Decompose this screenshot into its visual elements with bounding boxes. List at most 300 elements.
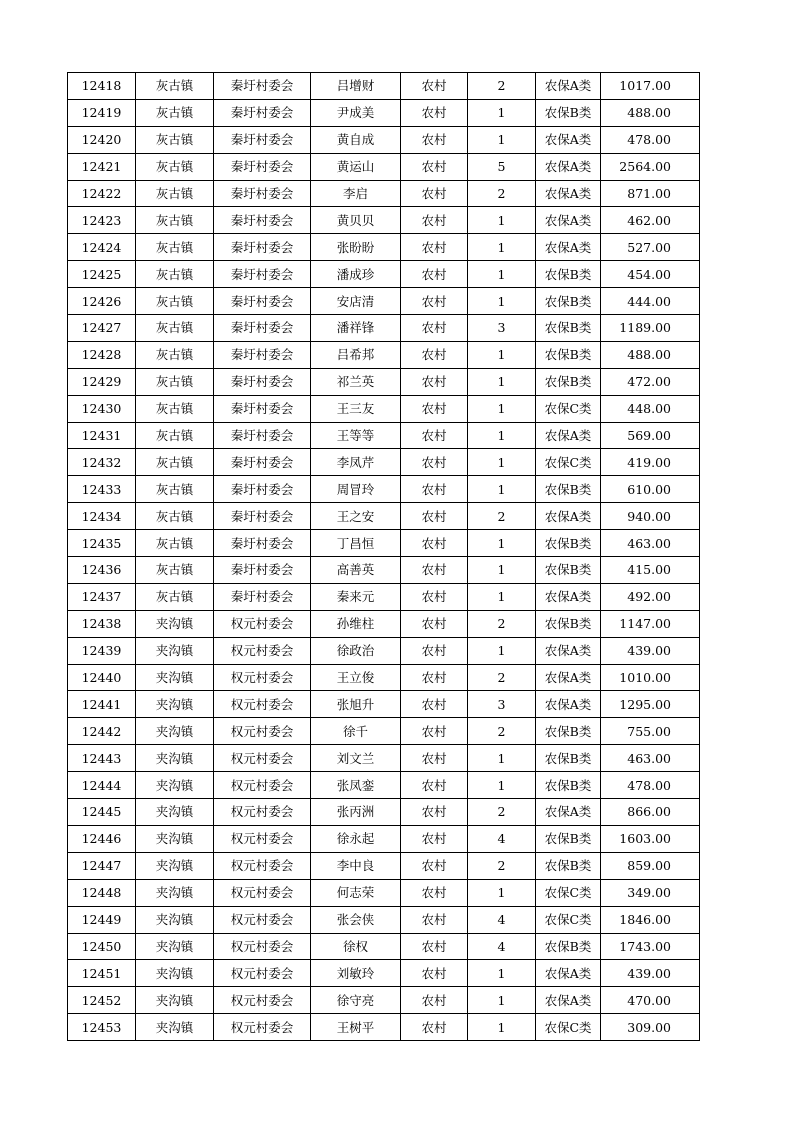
town-cell: 灰古镇	[136, 180, 214, 207]
amount-cell: 871.00	[601, 180, 700, 207]
insurance-category-cell: 农保B类	[536, 315, 601, 342]
table-body	[68, 73, 700, 1041]
household-type-cell: 农村	[401, 476, 468, 503]
record-id-cell: 12430	[68, 395, 136, 422]
name-cell: 徐政治	[311, 637, 401, 664]
name-cell: 徐权	[311, 933, 401, 960]
record-id-cell: 12436	[68, 557, 136, 584]
benefit-table	[67, 72, 700, 1041]
village-committee-cell: 权元村委会	[214, 745, 311, 772]
table-row	[68, 153, 700, 180]
record-id-cell: 12447	[68, 852, 136, 879]
table-row	[68, 637, 700, 664]
member-count-cell: 1	[468, 476, 536, 503]
name-cell: 王立俊	[311, 664, 401, 691]
record-id-cell: 12438	[68, 610, 136, 637]
insurance-category-cell: 农保B类	[536, 261, 601, 288]
village-committee-cell: 秦圩村委会	[214, 476, 311, 503]
household-type-cell: 农村	[401, 664, 468, 691]
household-type-cell: 农村	[401, 207, 468, 234]
name-cell: 张盼盼	[311, 234, 401, 261]
member-count-cell: 1	[468, 987, 536, 1014]
record-id-cell: 12426	[68, 288, 136, 315]
name-cell: 潘成珍	[311, 261, 401, 288]
table-row	[68, 261, 700, 288]
table-row	[68, 799, 700, 826]
name-cell: 王树平	[311, 1014, 401, 1041]
insurance-category-cell: 农保A类	[536, 207, 601, 234]
village-committee-cell: 秦圩村委会	[214, 395, 311, 422]
record-id-cell: 12431	[68, 422, 136, 449]
village-committee-cell: 秦圩村委会	[214, 557, 311, 584]
record-id-cell: 12423	[68, 207, 136, 234]
amount-cell: 478.00	[601, 772, 700, 799]
village-committee-cell: 秦圩村委会	[214, 583, 311, 610]
name-cell: 尹成美	[311, 99, 401, 126]
household-type-cell: 农村	[401, 718, 468, 745]
table-row	[68, 583, 700, 610]
village-committee-cell: 权元村委会	[214, 879, 311, 906]
village-committee-cell: 权元村委会	[214, 933, 311, 960]
insurance-category-cell: 农保A类	[536, 503, 601, 530]
town-cell: 灰古镇	[136, 153, 214, 180]
amount-cell: 444.00	[601, 288, 700, 315]
member-count-cell: 1	[468, 1014, 536, 1041]
insurance-category-cell: 农保B类	[536, 368, 601, 395]
village-committee-cell: 秦圩村委会	[214, 341, 311, 368]
town-cell: 灰古镇	[136, 583, 214, 610]
town-cell: 夹沟镇	[136, 637, 214, 664]
member-count-cell: 4	[468, 933, 536, 960]
name-cell: 徐千	[311, 718, 401, 745]
table-row	[68, 180, 700, 207]
household-type-cell: 农村	[401, 503, 468, 530]
insurance-category-cell: 农保B类	[536, 557, 601, 584]
member-count-cell: 2	[468, 799, 536, 826]
record-id-cell: 12429	[68, 368, 136, 395]
town-cell: 灰古镇	[136, 99, 214, 126]
insurance-category-cell: 农保B类	[536, 772, 601, 799]
amount-cell: 472.00	[601, 368, 700, 395]
record-id-cell: 12452	[68, 987, 136, 1014]
town-cell: 灰古镇	[136, 557, 214, 584]
household-type-cell: 农村	[401, 73, 468, 100]
amount-cell: 462.00	[601, 207, 700, 234]
name-cell: 黄运山	[311, 153, 401, 180]
household-type-cell: 农村	[401, 987, 468, 1014]
household-type-cell: 农村	[401, 180, 468, 207]
amount-cell: 527.00	[601, 234, 700, 261]
name-cell: 周冒玲	[311, 476, 401, 503]
name-cell: 吕希邦	[311, 341, 401, 368]
village-committee-cell: 权元村委会	[214, 691, 311, 718]
table-row	[68, 960, 700, 987]
name-cell: 黄贝贝	[311, 207, 401, 234]
town-cell: 灰古镇	[136, 234, 214, 261]
record-id-cell: 12428	[68, 341, 136, 368]
household-type-cell: 农村	[401, 153, 468, 180]
village-committee-cell: 秦圩村委会	[214, 99, 311, 126]
record-id-cell: 12450	[68, 933, 136, 960]
name-cell: 李启	[311, 180, 401, 207]
table-row	[68, 73, 700, 100]
town-cell: 灰古镇	[136, 126, 214, 153]
member-count-cell: 4	[468, 906, 536, 933]
member-count-cell: 1	[468, 422, 536, 449]
town-cell: 夹沟镇	[136, 664, 214, 691]
village-committee-cell: 权元村委会	[214, 718, 311, 745]
record-id-cell: 12449	[68, 906, 136, 933]
name-cell: 刘文兰	[311, 745, 401, 772]
village-committee-cell: 权元村委会	[214, 610, 311, 637]
town-cell: 夹沟镇	[136, 745, 214, 772]
insurance-category-cell: 农保A类	[536, 126, 601, 153]
name-cell: 李凤芹	[311, 449, 401, 476]
household-type-cell: 农村	[401, 530, 468, 557]
household-type-cell: 农村	[401, 368, 468, 395]
table-row	[68, 664, 700, 691]
member-count-cell: 2	[468, 610, 536, 637]
village-committee-cell: 权元村委会	[214, 825, 311, 852]
table-row	[68, 288, 700, 315]
amount-cell: 1010.00	[601, 664, 700, 691]
record-id-cell: 12424	[68, 234, 136, 261]
amount-cell: 492.00	[601, 583, 700, 610]
amount-cell: 1147.00	[601, 610, 700, 637]
amount-cell: 463.00	[601, 530, 700, 557]
household-type-cell: 农村	[401, 691, 468, 718]
town-cell: 灰古镇	[136, 288, 214, 315]
amount-cell: 463.00	[601, 745, 700, 772]
member-count-cell: 1	[468, 207, 536, 234]
record-id-cell: 12435	[68, 530, 136, 557]
member-count-cell: 1	[468, 637, 536, 664]
record-id-cell: 12425	[68, 261, 136, 288]
name-cell: 吕增财	[311, 73, 401, 100]
table-row	[68, 933, 700, 960]
record-id-cell: 12432	[68, 449, 136, 476]
village-committee-cell: 权元村委会	[214, 960, 311, 987]
member-count-cell: 1	[468, 745, 536, 772]
town-cell: 夹沟镇	[136, 1014, 214, 1041]
table-row	[68, 207, 700, 234]
household-type-cell: 农村	[401, 610, 468, 637]
member-count-cell: 1	[468, 234, 536, 261]
member-count-cell: 2	[468, 718, 536, 745]
name-cell: 丁昌恒	[311, 530, 401, 557]
member-count-cell: 1	[468, 557, 536, 584]
amount-cell: 470.00	[601, 987, 700, 1014]
amount-cell: 488.00	[601, 341, 700, 368]
town-cell: 灰古镇	[136, 503, 214, 530]
name-cell: 黄自成	[311, 126, 401, 153]
member-count-cell: 3	[468, 315, 536, 342]
record-id-cell: 12427	[68, 315, 136, 342]
village-committee-cell: 权元村委会	[214, 852, 311, 879]
insurance-category-cell: 农保C类	[536, 449, 601, 476]
name-cell: 高善英	[311, 557, 401, 584]
insurance-category-cell: 农保B类	[536, 745, 601, 772]
town-cell: 夹沟镇	[136, 987, 214, 1014]
household-type-cell: 农村	[401, 99, 468, 126]
insurance-category-cell: 农保A类	[536, 73, 601, 100]
member-count-cell: 1	[468, 368, 536, 395]
household-type-cell: 农村	[401, 315, 468, 342]
town-cell: 灰古镇	[136, 207, 214, 234]
insurance-category-cell: 农保A类	[536, 153, 601, 180]
table-row	[68, 395, 700, 422]
amount-cell: 755.00	[601, 718, 700, 745]
record-id-cell: 12440	[68, 664, 136, 691]
household-type-cell: 农村	[401, 852, 468, 879]
amount-cell: 1189.00	[601, 315, 700, 342]
village-committee-cell: 秦圩村委会	[214, 234, 311, 261]
member-count-cell: 1	[468, 395, 536, 422]
household-type-cell: 农村	[401, 637, 468, 664]
name-cell: 张会侠	[311, 906, 401, 933]
amount-cell: 2564.00	[601, 153, 700, 180]
record-id-cell: 12443	[68, 745, 136, 772]
town-cell: 夹沟镇	[136, 691, 214, 718]
household-type-cell: 农村	[401, 395, 468, 422]
member-count-cell: 1	[468, 772, 536, 799]
member-count-cell: 1	[468, 261, 536, 288]
record-id-cell: 12446	[68, 825, 136, 852]
insurance-category-cell: 农保B类	[536, 288, 601, 315]
town-cell: 灰古镇	[136, 261, 214, 288]
table-row	[68, 745, 700, 772]
record-id-cell: 12433	[68, 476, 136, 503]
record-id-cell: 12444	[68, 772, 136, 799]
village-committee-cell: 秦圩村委会	[214, 180, 311, 207]
household-type-cell: 农村	[401, 772, 468, 799]
table-row	[68, 906, 700, 933]
town-cell: 夹沟镇	[136, 906, 214, 933]
insurance-category-cell: 农保A类	[536, 664, 601, 691]
table-row	[68, 234, 700, 261]
member-count-cell: 1	[468, 126, 536, 153]
record-id-cell: 12451	[68, 960, 136, 987]
amount-cell: 569.00	[601, 422, 700, 449]
member-count-cell: 1	[468, 530, 536, 557]
record-id-cell: 12448	[68, 879, 136, 906]
member-count-cell: 4	[468, 825, 536, 852]
insurance-category-cell: 农保A类	[536, 799, 601, 826]
household-type-cell: 农村	[401, 234, 468, 261]
member-count-cell: 1	[468, 449, 536, 476]
town-cell: 夹沟镇	[136, 772, 214, 799]
village-committee-cell: 权元村委会	[214, 637, 311, 664]
table-row	[68, 691, 700, 718]
table-row	[68, 99, 700, 126]
member-count-cell: 2	[468, 503, 536, 530]
member-count-cell: 2	[468, 180, 536, 207]
town-cell: 夹沟镇	[136, 799, 214, 826]
name-cell: 秦来元	[311, 583, 401, 610]
village-committee-cell: 秦圩村委会	[214, 503, 311, 530]
name-cell: 张凤銮	[311, 772, 401, 799]
table-row	[68, 368, 700, 395]
village-committee-cell: 权元村委会	[214, 664, 311, 691]
table-row	[68, 557, 700, 584]
insurance-category-cell: 农保A类	[536, 960, 601, 987]
village-committee-cell: 秦圩村委会	[214, 126, 311, 153]
name-cell: 王等等	[311, 422, 401, 449]
member-count-cell: 2	[468, 852, 536, 879]
amount-cell: 1603.00	[601, 825, 700, 852]
household-type-cell: 农村	[401, 422, 468, 449]
amount-cell: 1017.00	[601, 73, 700, 100]
record-id-cell: 12419	[68, 99, 136, 126]
village-committee-cell: 权元村委会	[214, 987, 311, 1014]
village-committee-cell: 权元村委会	[214, 772, 311, 799]
insurance-category-cell: 农保C类	[536, 906, 601, 933]
village-committee-cell: 秦圩村委会	[214, 315, 311, 342]
amount-cell: 1295.00	[601, 691, 700, 718]
household-type-cell: 农村	[401, 449, 468, 476]
amount-cell: 454.00	[601, 261, 700, 288]
town-cell: 灰古镇	[136, 73, 214, 100]
name-cell: 安店清	[311, 288, 401, 315]
name-cell: 张旭升	[311, 691, 401, 718]
town-cell: 灰古镇	[136, 315, 214, 342]
record-id-cell: 12437	[68, 583, 136, 610]
member-count-cell: 1	[468, 341, 536, 368]
household-type-cell: 农村	[401, 557, 468, 584]
town-cell: 夹沟镇	[136, 718, 214, 745]
amount-cell: 478.00	[601, 126, 700, 153]
table-row	[68, 341, 700, 368]
member-count-cell: 2	[468, 73, 536, 100]
name-cell: 王之安	[311, 503, 401, 530]
village-committee-cell: 秦圩村委会	[214, 73, 311, 100]
table-row	[68, 987, 700, 1014]
household-type-cell: 农村	[401, 341, 468, 368]
insurance-category-cell: 农保C类	[536, 1014, 601, 1041]
village-committee-cell: 秦圩村委会	[214, 207, 311, 234]
member-count-cell: 2	[468, 664, 536, 691]
record-id-cell: 12420	[68, 126, 136, 153]
amount-cell: 439.00	[601, 960, 700, 987]
town-cell: 夹沟镇	[136, 852, 214, 879]
insurance-category-cell: 农保B类	[536, 99, 601, 126]
town-cell: 灰古镇	[136, 476, 214, 503]
insurance-category-cell: 农保B类	[536, 852, 601, 879]
insurance-category-cell: 农保C类	[536, 395, 601, 422]
household-type-cell: 农村	[401, 799, 468, 826]
amount-cell: 439.00	[601, 637, 700, 664]
insurance-category-cell: 农保B类	[536, 476, 601, 503]
amount-cell: 859.00	[601, 852, 700, 879]
name-cell: 刘敏玲	[311, 960, 401, 987]
village-committee-cell: 权元村委会	[214, 906, 311, 933]
village-committee-cell: 秦圩村委会	[214, 530, 311, 557]
amount-cell: 309.00	[601, 1014, 700, 1041]
table-row	[68, 1014, 700, 1041]
insurance-category-cell: 农保B类	[536, 933, 601, 960]
table-row	[68, 879, 700, 906]
town-cell: 灰古镇	[136, 395, 214, 422]
member-count-cell: 1	[468, 288, 536, 315]
amount-cell: 448.00	[601, 395, 700, 422]
insurance-category-cell: 农保A类	[536, 180, 601, 207]
village-committee-cell: 秦圩村委会	[214, 153, 311, 180]
record-id-cell: 12418	[68, 73, 136, 100]
household-type-cell: 农村	[401, 261, 468, 288]
record-id-cell: 12422	[68, 180, 136, 207]
household-type-cell: 农村	[401, 583, 468, 610]
village-committee-cell: 秦圩村委会	[214, 261, 311, 288]
town-cell: 夹沟镇	[136, 960, 214, 987]
record-id-cell: 12453	[68, 1014, 136, 1041]
household-type-cell: 农村	[401, 933, 468, 960]
table-row	[68, 610, 700, 637]
amount-cell: 1846.00	[601, 906, 700, 933]
insurance-category-cell: 农保B类	[536, 610, 601, 637]
record-id-cell: 12445	[68, 799, 136, 826]
table-row	[68, 476, 700, 503]
household-type-cell: 农村	[401, 960, 468, 987]
insurance-category-cell: 农保B类	[536, 341, 601, 368]
record-id-cell: 12434	[68, 503, 136, 530]
table-row	[68, 852, 700, 879]
town-cell: 夹沟镇	[136, 825, 214, 852]
amount-cell: 415.00	[601, 557, 700, 584]
member-count-cell: 1	[468, 99, 536, 126]
household-type-cell: 农村	[401, 126, 468, 153]
town-cell: 灰古镇	[136, 449, 214, 476]
name-cell: 李中良	[311, 852, 401, 879]
insurance-category-cell: 农保B类	[536, 530, 601, 557]
member-count-cell: 5	[468, 153, 536, 180]
insurance-category-cell: 农保A类	[536, 987, 601, 1014]
town-cell: 夹沟镇	[136, 933, 214, 960]
household-type-cell: 农村	[401, 1014, 468, 1041]
town-cell: 灰古镇	[136, 341, 214, 368]
insurance-category-cell: 农保A类	[536, 691, 601, 718]
name-cell: 王三友	[311, 395, 401, 422]
name-cell: 徐永起	[311, 825, 401, 852]
name-cell: 潘祥锋	[311, 315, 401, 342]
insurance-category-cell: 农保C类	[536, 879, 601, 906]
amount-cell: 349.00	[601, 879, 700, 906]
amount-cell: 1743.00	[601, 933, 700, 960]
household-type-cell: 农村	[401, 825, 468, 852]
name-cell: 孙维柱	[311, 610, 401, 637]
household-type-cell: 农村	[401, 906, 468, 933]
table-row	[68, 449, 700, 476]
table-row	[68, 315, 700, 342]
amount-cell: 488.00	[601, 99, 700, 126]
name-cell: 祁兰英	[311, 368, 401, 395]
record-id-cell: 12421	[68, 153, 136, 180]
table-row	[68, 503, 700, 530]
town-cell: 灰古镇	[136, 530, 214, 557]
village-committee-cell: 秦圩村委会	[214, 288, 311, 315]
insurance-category-cell: 农保B类	[536, 825, 601, 852]
member-count-cell: 1	[468, 583, 536, 610]
insurance-category-cell: 农保B类	[536, 718, 601, 745]
village-committee-cell: 秦圩村委会	[214, 422, 311, 449]
table-row	[68, 825, 700, 852]
table-row	[68, 422, 700, 449]
town-cell: 灰古镇	[136, 422, 214, 449]
name-cell: 张丙洲	[311, 799, 401, 826]
member-count-cell: 1	[468, 879, 536, 906]
amount-cell: 940.00	[601, 503, 700, 530]
insurance-category-cell: 农保A类	[536, 234, 601, 261]
amount-cell: 610.00	[601, 476, 700, 503]
